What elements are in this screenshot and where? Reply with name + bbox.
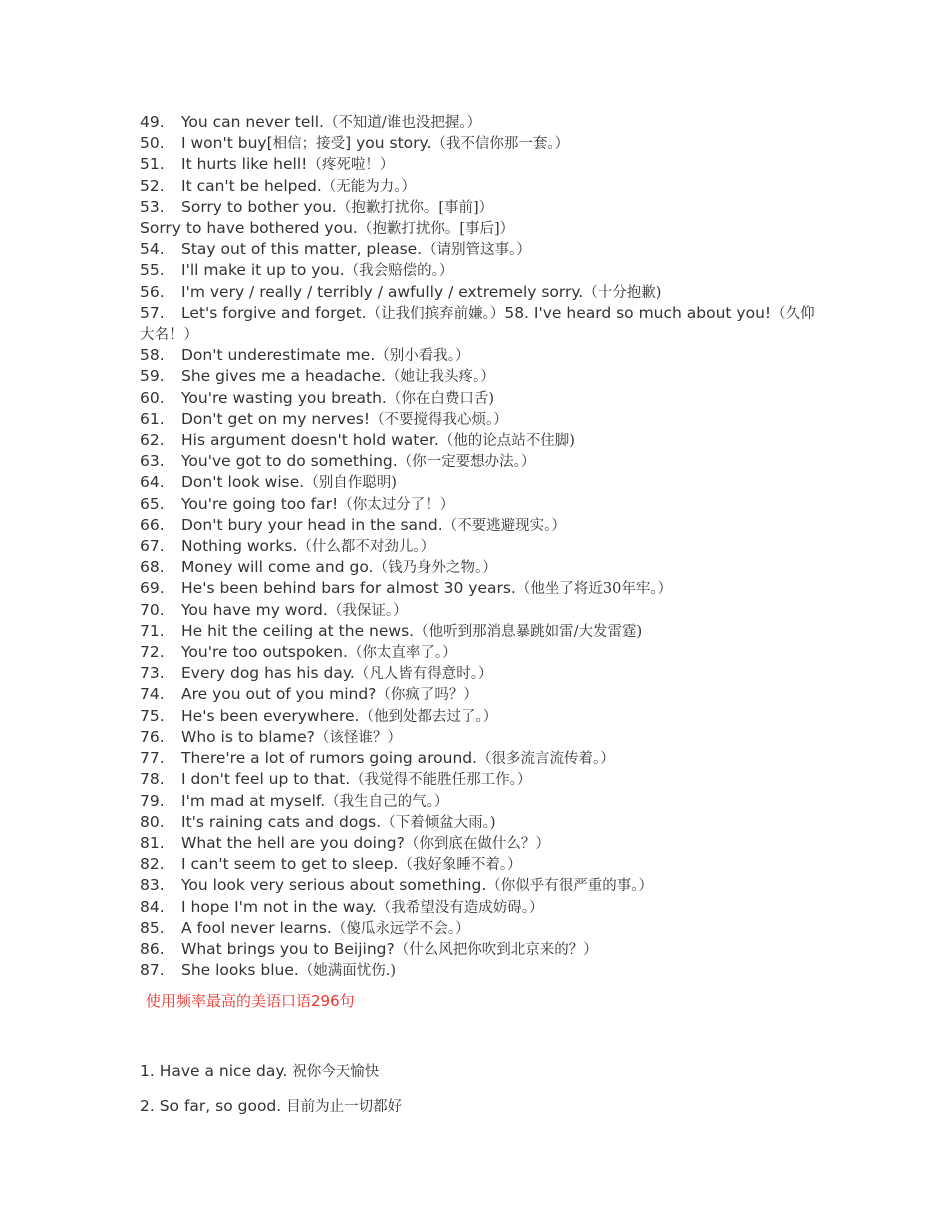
item-chinese: （别自作聪明)	[304, 475, 397, 492]
item-chinese: （抱歉打扰你。[事后]）	[357, 221, 515, 238]
item-number: 77.	[140, 749, 165, 768]
item-chinese: （我希望没有造成妨碍。）	[376, 899, 544, 916]
list-item	[140, 918, 820, 939]
item-english: You look very serious about something.	[181, 876, 487, 895]
item-chinese: （他听到那消息暴跳如雷/大发雷霆)	[414, 623, 643, 640]
list-item	[140, 176, 820, 197]
item-english: Don't bury your head in the sand.	[181, 515, 443, 534]
list-item	[140, 854, 820, 875]
item-number: 50.	[140, 134, 165, 153]
item-chinese: （她满面忧伤.)	[298, 963, 397, 980]
list-item	[140, 578, 820, 599]
item-english: I can't seem to get to sleep.	[181, 855, 399, 874]
item-number: 56.	[140, 282, 165, 301]
item-english: Stay out of this matter, please.	[181, 240, 423, 259]
item-english: Sorry to have bothered you.	[140, 219, 358, 238]
item-chinese: （我会赔偿的。）	[344, 263, 454, 280]
item-chinese: （我生自己的气。）	[325, 793, 449, 810]
list-item	[140, 833, 820, 854]
item-number: 75.	[140, 706, 165, 725]
list-item	[140, 472, 820, 493]
list-item	[140, 154, 820, 175]
item-number: 74.	[140, 685, 165, 704]
list-item	[140, 557, 820, 578]
item-chinese: （他到处都去过了。）	[359, 708, 498, 725]
item-number: 63.	[140, 452, 165, 471]
numbered-phrase-2	[140, 1095, 402, 1116]
item-chinese: （不要逃避现实。）	[442, 517, 566, 534]
item-english: Don't get on my nerves!	[181, 409, 371, 428]
item-english: Money will come and go.	[181, 558, 374, 577]
item-chinese-continued: （久仰大名！）	[140, 305, 815, 344]
list-item	[140, 494, 820, 515]
item-english: I hope I'm not in the way.	[181, 897, 377, 916]
item-english: She gives me a headache.	[181, 367, 386, 386]
item-number: 78.	[140, 770, 165, 789]
item-english: His argument doesn't hold water.	[181, 431, 439, 450]
item-english: You're going too far!	[181, 494, 339, 513]
item-chinese: （不要搅得我心烦。）	[370, 411, 508, 428]
item-english: I don't feel up to that.	[181, 770, 351, 789]
item-english: It can't be helped.	[181, 176, 322, 195]
item-english: Nothing works.	[181, 537, 298, 556]
item-chinese: （凡人皆有得意时。）	[354, 666, 493, 683]
list-item	[140, 684, 820, 705]
item-english: I'm very / really / terribly / awfully / extremely sorry.	[181, 282, 584, 301]
list-item	[140, 388, 820, 409]
item-english: He's been behind bars for almost 30 years.	[181, 579, 516, 598]
item-number: 86.	[140, 939, 165, 958]
item-number: 65.	[140, 494, 165, 513]
list-item	[140, 897, 820, 918]
item-chinese: （他的论点站不住脚)	[438, 433, 575, 450]
item-chinese: （钱乃身外之物。）	[373, 560, 497, 577]
list-item	[140, 748, 820, 769]
item-number: 87.	[140, 961, 165, 980]
item-chinese: （该怪谁？）	[314, 729, 402, 746]
item-chinese: （我觉得不能胜任那工作。）	[350, 772, 532, 789]
item-number: 66.	[140, 515, 165, 534]
list-item	[140, 642, 820, 663]
section-title-suffix: 句	[339, 992, 355, 1010]
item-number: 60.	[140, 388, 165, 407]
phrase-chinese: 目前为止一切都好	[286, 1099, 403, 1115]
list-item	[140, 197, 820, 218]
list-item	[140, 282, 820, 303]
item-english: You're wasting you breath.	[181, 388, 387, 407]
item-number: 81.	[140, 833, 165, 852]
item-number: 51.	[140, 155, 165, 174]
list-item	[140, 345, 820, 366]
item-chinese: （让我们摈弃前嫌。）	[366, 305, 505, 322]
item-english: He hit the ceiling at the news.	[181, 621, 415, 640]
item-number: 62.	[140, 431, 165, 450]
item-chinese: （你太过分了！）	[338, 496, 455, 513]
item-english: I'll make it up to you.	[181, 261, 345, 280]
item-english: Let's forgive and forget.	[181, 303, 367, 322]
phrase-list	[140, 112, 820, 981]
list-item	[140, 260, 820, 281]
item-number: 83.	[140, 876, 165, 895]
item-chinese-continued: （我不信你那一套。）	[431, 136, 570, 153]
item-chinese: （抱歉打扰你。[事前]）	[336, 199, 494, 216]
item-number: 80.	[140, 812, 165, 831]
list-item	[140, 366, 820, 387]
item-english: You have my word.	[181, 600, 328, 619]
item-english: She looks blue.	[181, 961, 299, 980]
list-item	[140, 133, 820, 154]
item-english: Sorry to bother you.	[181, 197, 337, 216]
item-english: Who is to blame?	[181, 727, 315, 746]
phrase-english: 2. So far, so good.	[140, 1097, 282, 1115]
list-item	[140, 536, 820, 557]
item-chinese: （什么风把你吹到北京来的？）	[394, 941, 598, 958]
item-english: I'm mad at myself.	[181, 791, 326, 810]
item-chinese: （你在白费口舌)	[386, 390, 495, 407]
phrase-chinese: 祝你今天愉快	[292, 1064, 380, 1080]
list-item	[140, 727, 820, 748]
list-item	[140, 409, 820, 430]
item-english: It's raining cats and dogs.	[181, 812, 382, 831]
numbered-phrase-1	[140, 1060, 379, 1081]
item-chinese: （下着倾盆大雨。)	[381, 814, 496, 831]
list-item	[140, 515, 820, 536]
item-chinese: （她让我头疼。）	[385, 369, 495, 386]
section-title	[146, 990, 355, 1011]
list-item	[140, 218, 820, 239]
item-number: 72.	[140, 643, 165, 662]
item-chinese: （我保证。）	[327, 602, 408, 619]
item-number: 52.	[140, 176, 165, 195]
item-number: 64.	[140, 473, 165, 492]
item-number: 73.	[140, 664, 165, 683]
item-number: 70.	[140, 600, 165, 619]
list-item	[140, 621, 820, 642]
item-english: You can never tell.	[181, 113, 324, 131]
item-number: 69.	[140, 579, 165, 598]
list-item	[140, 960, 820, 981]
item-english: You're too outspoken.	[181, 643, 348, 662]
item-english: It hurts like hell!	[181, 155, 308, 174]
item-chinese: （请别管这事。）	[422, 242, 531, 259]
list-item	[140, 875, 820, 896]
item-number: 67.	[140, 537, 165, 556]
list-item	[140, 600, 820, 621]
item-chinese: （傻瓜永远学不会。）	[331, 920, 470, 937]
item-number: 68.	[140, 558, 165, 577]
item-chinese: （他坐了将近30年牢。）	[515, 581, 673, 598]
item-number: 71.	[140, 621, 165, 640]
item-english: What brings you to Beijing?	[181, 939, 395, 958]
item-number: 57.	[140, 303, 165, 322]
list-item	[140, 430, 820, 451]
item-chinese: 相信；接受	[272, 136, 346, 153]
item-chinese: （十分抱歉)	[583, 284, 662, 301]
item-number: 54.	[140, 240, 165, 259]
item-number: 53.	[140, 197, 165, 216]
item-english: What the hell are you doing?	[181, 833, 405, 852]
item-chinese: （你疯了吗？）	[376, 687, 478, 704]
item-number: 85.	[140, 918, 165, 937]
item-chinese: （你似乎有很严重的事。）	[486, 878, 653, 895]
section-title-text: 使用频率最高的美语口语	[146, 992, 312, 1010]
item-number: 61.	[140, 409, 165, 428]
item-number: 49.	[140, 113, 165, 131]
item-chinese: （疼死啦！）	[307, 157, 395, 174]
list-item	[140, 112, 820, 133]
item-chinese: （无能为力。）	[321, 178, 417, 195]
item-chinese: （什么都不对劲儿。）	[297, 539, 436, 556]
list-item	[140, 939, 820, 960]
list-item	[140, 239, 820, 260]
item-chinese: （你到底在做什么？）	[404, 835, 550, 852]
phrase-english: 1. Have a nice day.	[140, 1062, 288, 1080]
list-item	[140, 663, 820, 684]
item-number: 84.	[140, 897, 165, 916]
item-english-continued: ] you story.	[345, 134, 432, 153]
item-english: You've got to do something.	[181, 452, 398, 471]
item-english: Are you out of you mind?	[181, 685, 377, 704]
item-english: Every dog has his day.	[181, 664, 355, 683]
item-chinese: （你一定要想办法。）	[397, 454, 536, 471]
item-english: There're a lot of rumors going around.	[181, 749, 478, 768]
item-number: 79.	[140, 791, 165, 810]
list-item	[140, 451, 820, 472]
item-number: 82.	[140, 855, 165, 874]
item-number: 59.	[140, 367, 165, 386]
item-english: He's been everywhere.	[181, 706, 360, 725]
item-english: I won't buy[	[181, 134, 273, 153]
item-english-continued: 58. I've heard so much about you!	[504, 303, 772, 322]
item-number: 76.	[140, 727, 165, 746]
list-item	[140, 706, 820, 727]
item-number: 58.	[140, 346, 165, 365]
item-english: Don't underestimate me.	[181, 346, 376, 365]
item-chinese: （很多流言流传着。）	[477, 751, 615, 768]
item-number: 55.	[140, 261, 165, 280]
item-chinese: （我好象睡不着。）	[398, 857, 522, 874]
item-chinese: （别小看我。）	[375, 348, 470, 365]
section-title-number: 296	[311, 992, 340, 1010]
item-chinese: （不知道/谁也没把握。）	[323, 115, 482, 131]
list-item	[140, 812, 820, 833]
list-item	[140, 303, 820, 345]
list-item	[140, 769, 820, 790]
list-item	[140, 791, 820, 812]
item-chinese: （你太直率了。）	[347, 645, 457, 662]
item-english: A fool never learns.	[181, 918, 332, 937]
item-english: Don't look wise.	[181, 473, 305, 492]
